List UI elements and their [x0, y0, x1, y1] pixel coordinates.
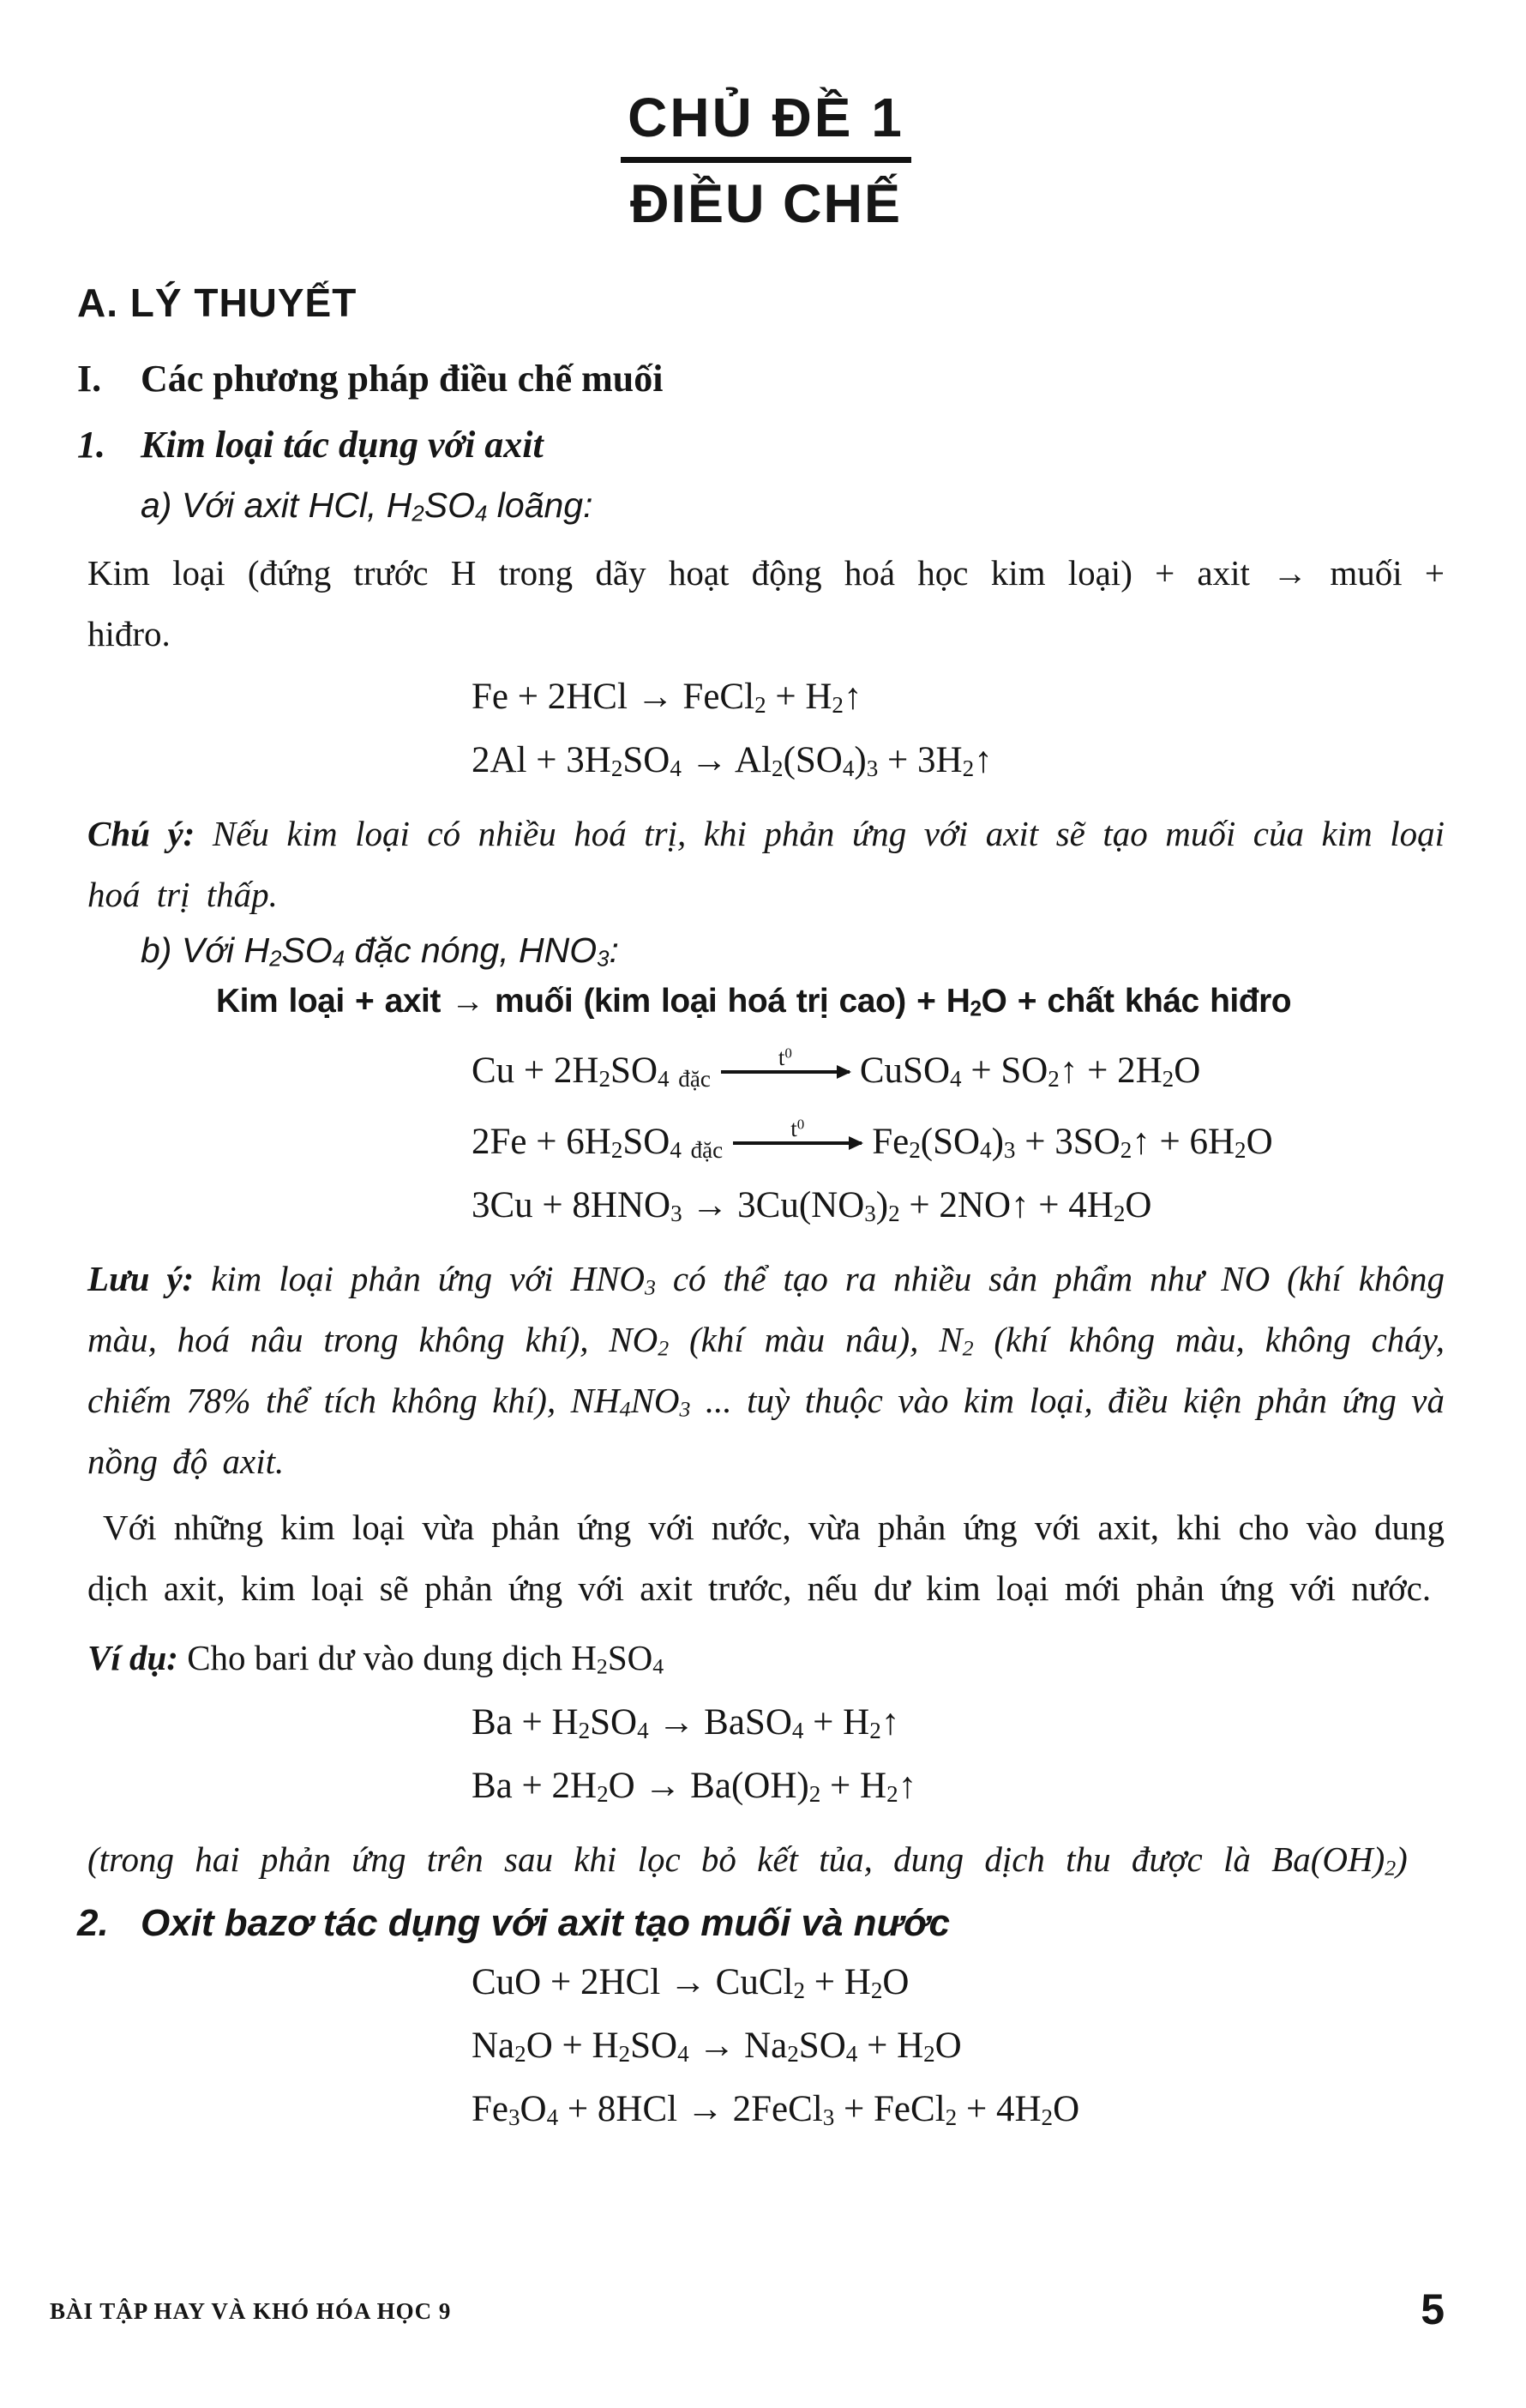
reaction-arrow-t0	[733, 1116, 862, 1148]
heading-methods-number: I.	[77, 358, 102, 400]
equation-ba-h2so4: $Ba + H_2SO_4$ → BaSO$_4$ + $H_2↑$	[472, 1702, 900, 1743]
paragraph-luu-y	[87, 1249, 1445, 1492]
equation-ba-h2o: $Ba + 2H_2O \to Ba(OH)_2$ + $H_2↑$	[472, 1766, 917, 1807]
book-title-footer: BÀI TẬP HAY VÀ KHÓ HÓA HỌC 9	[50, 2298, 452, 2324]
reaction-condition: $t^0$	[790, 1116, 805, 1141]
equation-cu-h2so4-dac	[472, 1039, 1445, 1102]
heading-methods-text: Các phương pháp điều chế muối	[141, 358, 664, 400]
heading-item1-number: 1.	[77, 424, 105, 466]
equation-cu-h2so4-left: $Cu + 2H_2SO_4$ $_{đặc}$	[472, 1050, 711, 1092]
equation-fe-hcl: Fe + 2HCl → FeCl$_2$ + $H_2↑$	[472, 677, 862, 718]
equation-fe-h2so4-right: $Fe_2(SO_4)_3$ + $3SO_2↑ + 6H_2O$	[872, 1122, 1273, 1163]
paragraph-chu-y	[87, 804, 1445, 925]
heading-item2-text: Oxit bazơ tác dụng với axit tạo muối và nước	[141, 1902, 950, 1944]
page-footer	[50, 2285, 1445, 2334]
reaction-arrow-t0	[721, 1044, 850, 1077]
paragraph-metal-acid-rule: Kim loại (đứng trước H trong dãy hoạt động hoá học kim loại) + axit → muối + hiđro.	[87, 553, 1445, 653]
equation-al-h2so4: $2Al + 3H_2SO_4 \to Al_2(SO_4)_3$ + $3H_2↑$	[472, 740, 993, 781]
chapter-title	[87, 86, 1445, 163]
reaction-condition: $t^0$	[778, 1044, 792, 1070]
chapter-title-line1: CHỦ ĐỀ 1	[621, 86, 911, 163]
equation-fe-h2so4-dac	[472, 1111, 1445, 1173]
heading-item2-number: 2.	[77, 1902, 109, 1944]
paragraph-water-metal: Với những kim loại vừa phản ứng với nước, vừa phản ứng với axit, khi cho vào dung dịch axit, kim loại sẽ phản ứng với axit trước, nếu dư kim loại mới phản ứng với nước.	[87, 1508, 1445, 1608]
vi-du-text: Cho bari dư vào dung dịch $H_2SO_4$	[187, 1638, 664, 1679]
subheading-b-concentrated-acid: b) Với $H_2SO_4$ đặc nóng, $HNO_3$:	[141, 930, 619, 972]
luu-y-text: kim loại phản ứng với $HNO_3$ có thể tạo ra nhiều sản phẩm như NO (khí không màu, hoá nâu trong không khí), $NO_2$ (khí màu nâu), $N_2$ (khí không màu, không cháy, chiếm 78% thể tích không khí), $NH_4NO_3$ ... tuỳ thuộc vào kim loại, điều kiện phản ứng và nồng độ axit.	[87, 1259, 1445, 1481]
vi-du-label: Ví dụ:	[87, 1638, 178, 1677]
heading-item1-text: Kim loại tác dụng với axit	[141, 424, 544, 466]
arrow-shaft	[733, 1141, 862, 1145]
rule-metal-acid-bold: Kim loại + axit → muối (kim loại hoá trị $cao) + H_2O$ + chất khác hiđro	[216, 983, 1292, 1021]
heading-item1	[77, 423, 1445, 467]
equation-fe-h2so4-left: $2Fe + 6H_2SO_4$ $_{đặc}$	[472, 1122, 724, 1163]
heading-methods	[77, 357, 1445, 400]
luu-y-label: Lưu ý:	[87, 1259, 195, 1298]
arrow-shaft	[721, 1070, 850, 1074]
chu-y-label: Chú ý:	[87, 814, 195, 853]
paragraph-vi-du	[87, 1628, 1445, 1689]
equation-cu-h2so4-right: CuSO$_4$ + $SO_2↑ + 2H_2O$	[859, 1050, 1201, 1092]
chapter-title-line2: ĐIỀU CHẾ	[629, 174, 903, 234]
equation-na2o-h2so4: $Na_2O + H_2SO_4 \to Na_2SO_4 + H_2O$	[472, 2026, 962, 2067]
section-heading-theory: A. LÝ THUYẾT	[77, 280, 357, 325]
equation-cu-hno3: $3Cu + 8HNO_3 \to 3Cu(NO_3)_2$ + 2NO↑ + $4H_2O$	[472, 1185, 1152, 1226]
subheading-a-dilute-acid: a) Với axit HCl, $H_2SO_4$ loãng:	[141, 485, 593, 527]
chu-y-text: Nếu kim loại có nhiều hoá trị, khi phản ứng với axit sẽ tạo muối của kim loại hoá trị thấp.	[87, 814, 1445, 914]
equation-cuo-hcl: CuO + 2HCl → CuCl$_2$ + $H_2O$	[472, 1962, 910, 2003]
equation-fe3o4-hcl: $Fe_3O_4 + 8HCl$ → 2FeCl$_3$ + FeCl$_2$ + $4H_2O$	[472, 2089, 1080, 2130]
page-number: 5	[1421, 2285, 1445, 2333]
heading-item2	[77, 1902, 1445, 1945]
paragraph-filter-note: (trong hai phản ứng trên sau khi lọc bỏ kết tủa, dung dịch thu được là $Ba(OH)_2$)	[87, 1839, 1408, 1881]
